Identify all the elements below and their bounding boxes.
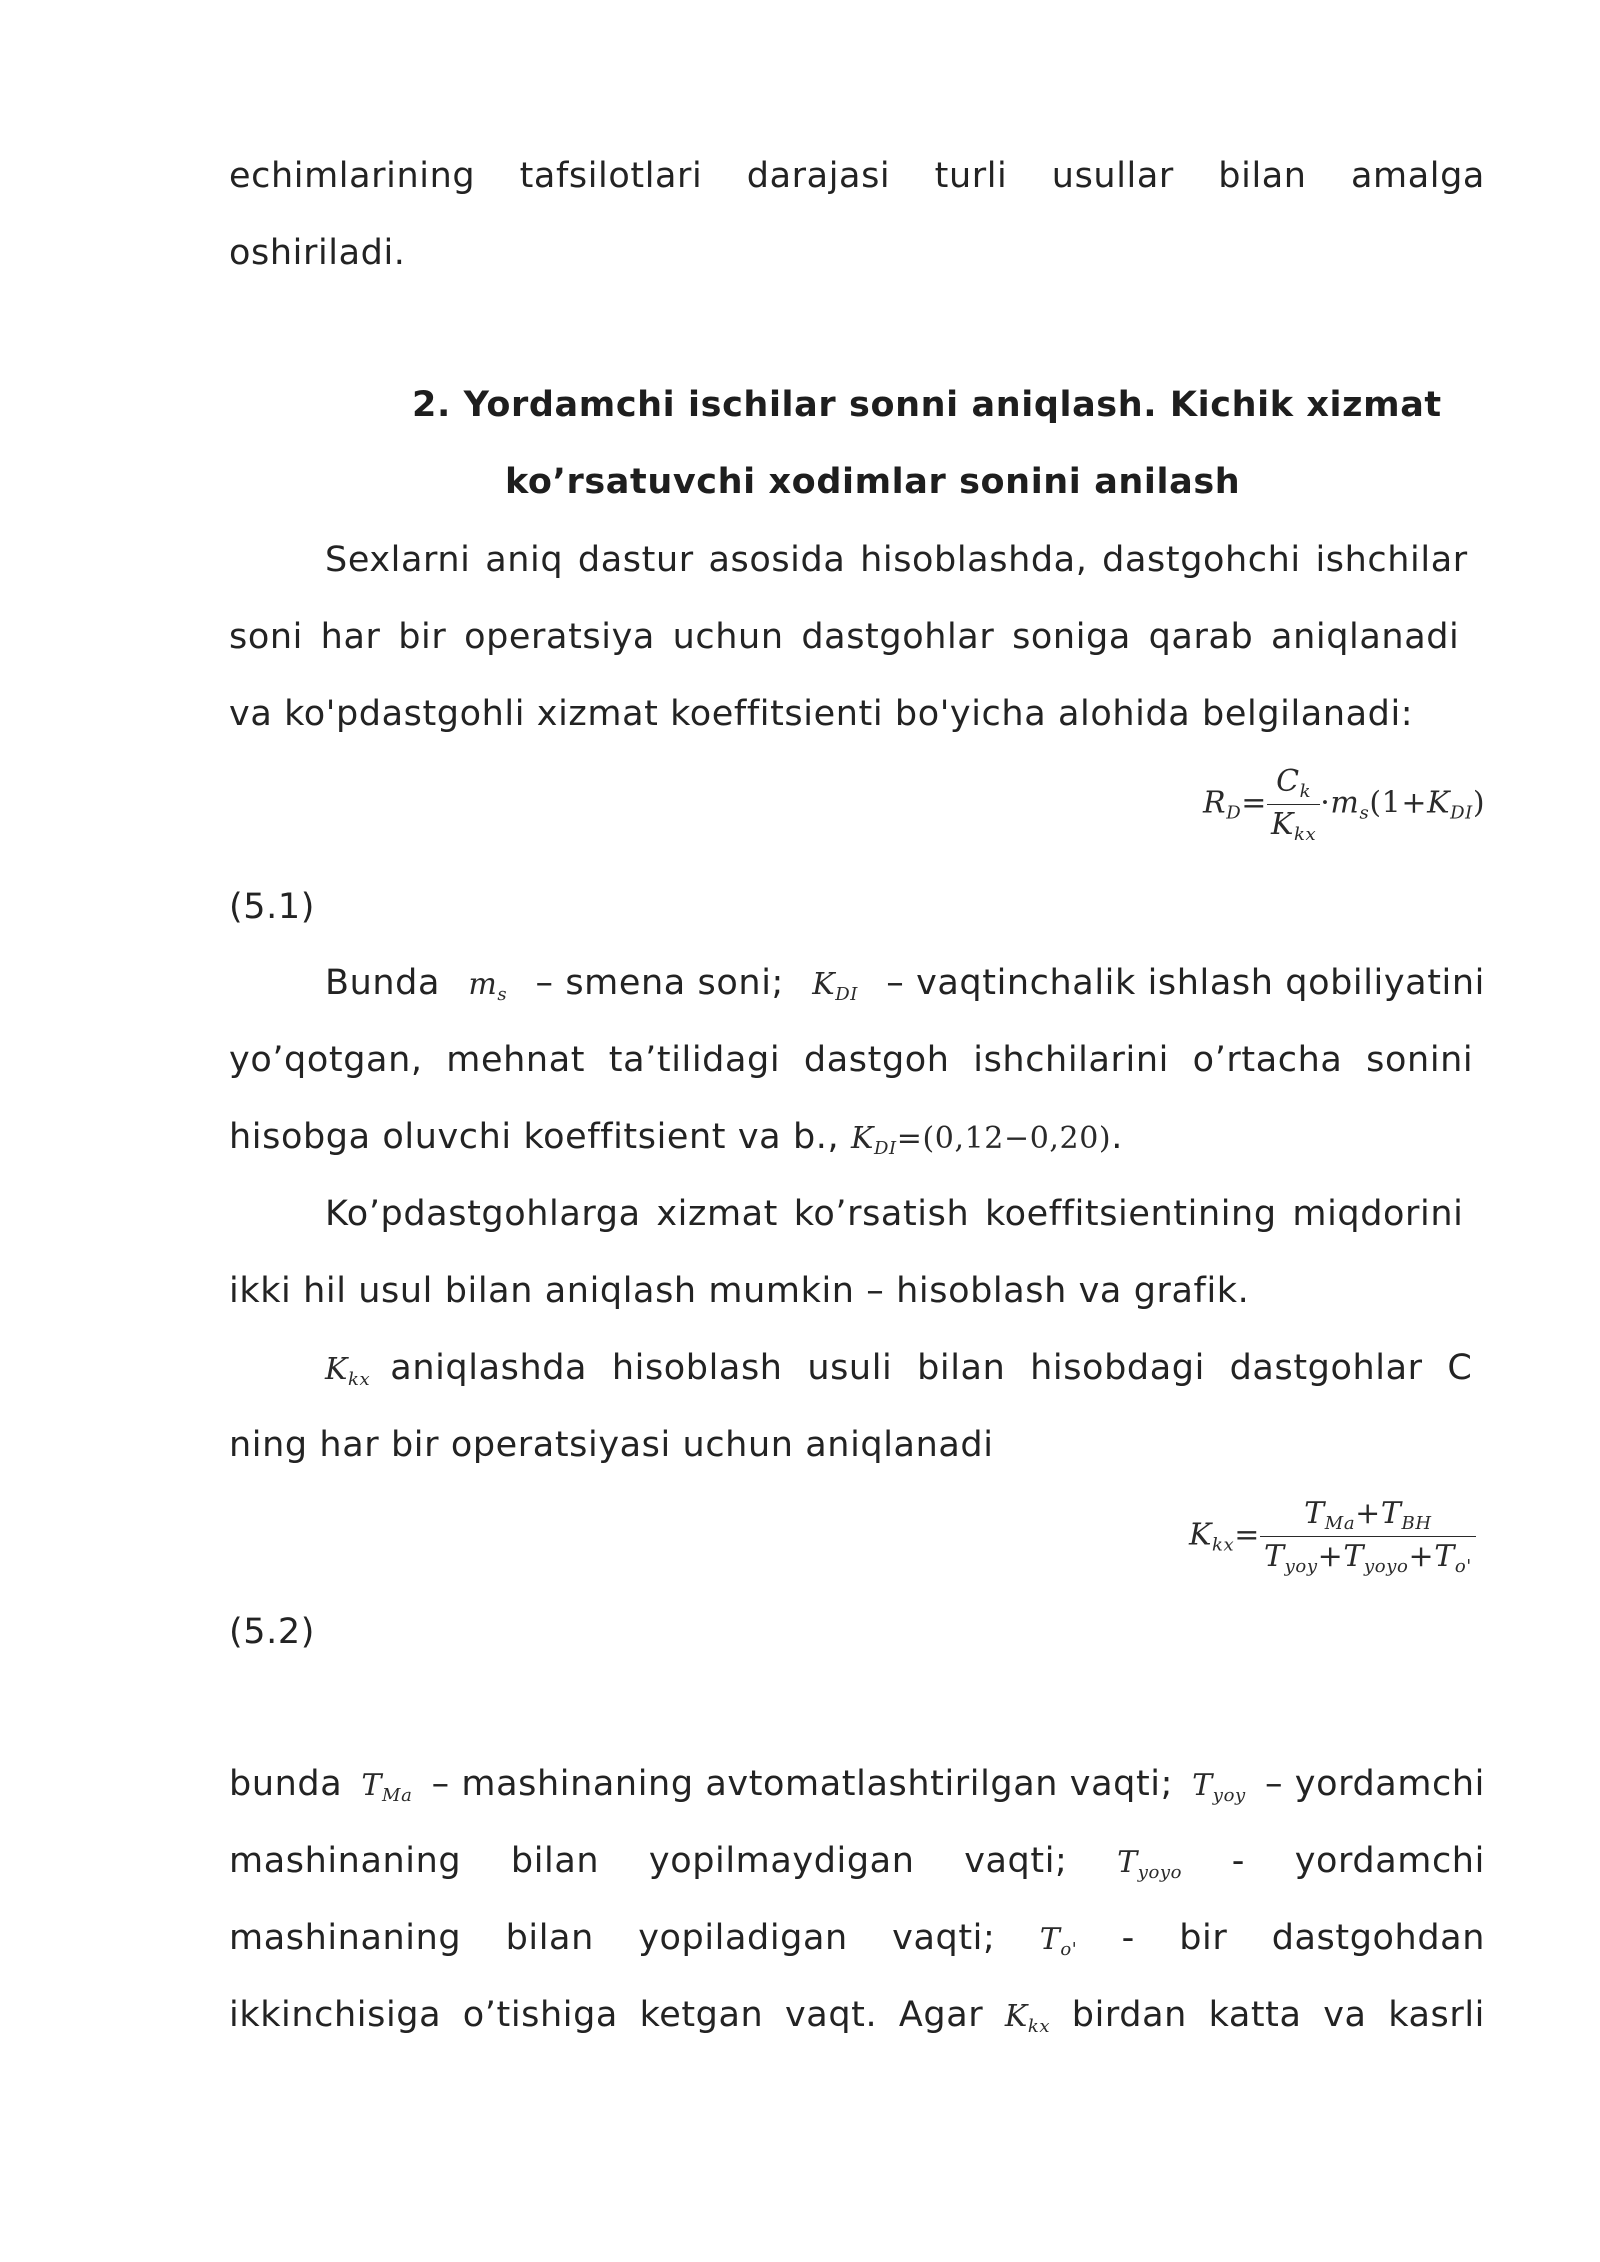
para5-line-2: mashinaning bilan yopilmaydigan vaqti; $T_{yoyo}$ - yordamchi <box>229 1841 1485 1883</box>
para2-line-2: yo’qotgan, mehnat ta’tilidagi dastgoh ishchilarini o’rtacha sonini <box>229 1040 1474 1080</box>
symbol-kdi: $K_{DI}$ <box>812 967 858 1005</box>
word: tafsilotlari <box>519 156 703 196</box>
para5-line-1: bunda $T_{Ma}$ – mashinaning avtomatlashtirilgan vaqti; $T_{yoy}$ – yordamchi <box>229 1764 1485 1806</box>
para4-line-1: $K_{kx}$ aniqlashda hisoblash usuli bilan hisobdagi dastgohlar C <box>325 1348 1473 1390</box>
symbol-kkx: $K_{kx}$ <box>1004 1999 1051 2037</box>
para2-line-3: hisobga oluvchi koeffitsient va b., $K_{DI}=(0,12-0,20)$. <box>229 1117 1123 1159</box>
equation-number-5-2: (5.2) <box>229 1612 315 1652</box>
word: usullar <box>1051 156 1174 196</box>
fraction: $\frac{T_{Ma}+T_{BH}}{T_{yoy}+T_{yoyo}+T_{o'}}$ <box>1260 1496 1476 1577</box>
word: amalga <box>1351 156 1485 196</box>
symbol-tyoy: $T_{yoy}$ <box>1192 1768 1246 1806</box>
symbol-tyoyo: $T_{yoyo}$ <box>1117 1845 1183 1883</box>
para-continuation-line-1 <box>229 156 1485 196</box>
para1-line-3: va ko'pdastgohli xizmat koeffitsienti bo'yicha alohida belgilanadi: <box>229 694 1414 734</box>
symbol-ms: $m_s$ <box>468 967 508 1005</box>
para5-line-4: ikkinchisiga o’tishiga ketgan vaqt. Agar $K_{kx}$ birdan katta va kasrli <box>229 1995 1485 2037</box>
formula-5-1: $R_D=$ $\frac{C_k}{K_{kx}}$ $\cdot m_s(1+K_{DI})$ <box>1203 764 1486 845</box>
para4-line-2: ning har bir operatsiyasi uchun aniqlanadi <box>229 1425 994 1465</box>
symbol-to: $T_{o'}$ <box>1039 1922 1078 1960</box>
symbol-tma: $T_{Ma}$ <box>361 1768 413 1806</box>
para3-line-2: ikki hil usul bilan aniqlash mumkin – hisoblash va grafik. <box>229 1271 1250 1311</box>
word: bilan <box>1218 156 1307 196</box>
symbol-kkx: $K_{kx}$ <box>325 1352 371 1390</box>
formula-5-2: $K_{kx}=$ $\frac{T_{Ma}+T_{BH}}{T_{yoy}+T_{yoyo}+T_{o'}}$ <box>1189 1496 1476 1577</box>
section-heading-line-1: 2. Yordamchi ischilar sonni aniqlash. Kichik xizmat <box>412 385 1442 425</box>
para1-line-2: soni har bir operatsiya uchun dastgohlar soniga qarab aniqlanadi <box>229 617 1460 657</box>
fraction: $\frac{C_k}{K_{kx}}$ <box>1267 764 1320 845</box>
word: echimlarining <box>229 156 476 196</box>
word: turli <box>934 156 1008 196</box>
para3-line-1: Ko’pdastgohlarga xizmat ko’rsatish koeffitsientining miqdorini <box>325 1194 1464 1234</box>
word: darajasi <box>746 156 891 196</box>
para5-line-3: mashinaning bilan yopiladigan vaqti; $T_{o'}$ - bir dastgohdan <box>229 1918 1485 1960</box>
symbol-kdi: $K_{DI}=(0,12-0,20)$ <box>850 1121 1112 1159</box>
para-continuation-line-2: oshiriladi. <box>229 233 406 273</box>
equation-number-5-1: (5.1) <box>229 887 315 927</box>
para2-line-1: Bunda $m_s$ – smena soni; $K_{DI}$ – vaqtinchalik ishlash qobiliyatini <box>325 963 1485 1005</box>
para1-line-1 <box>325 540 1485 580</box>
section-heading-line-2: ko’rsatuvchi xodimlar sonini anilash <box>505 462 1241 502</box>
text: Sexlarni aniq dastur asosida hisoblashda, dastgohchi ishchilar <box>325 540 1468 580</box>
